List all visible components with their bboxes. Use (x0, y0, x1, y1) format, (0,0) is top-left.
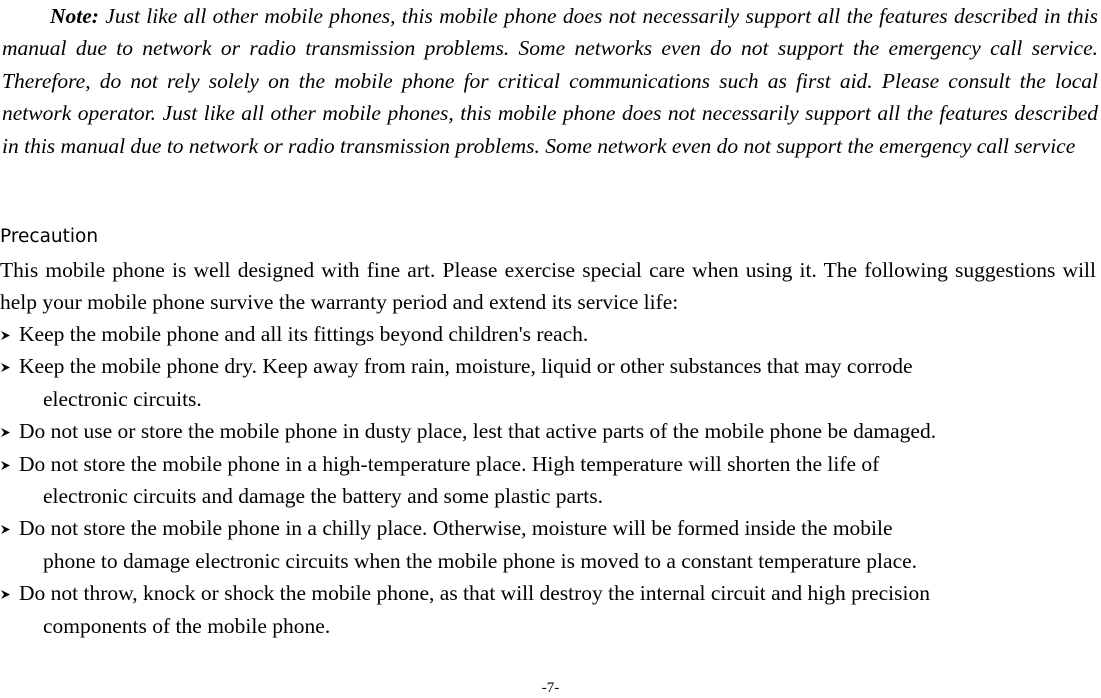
list-item-text: Do not throw, knock or shock the mobile phone, as that will destroy the internal circuit and high precision (19, 581, 930, 606)
arrow-bullet-icon (0, 330, 12, 341)
list-item (0, 415, 1096, 447)
list-item (0, 577, 1096, 642)
list-item (0, 350, 1096, 415)
list-item (0, 512, 1096, 577)
note-paragraph (2, 0, 1098, 162)
arrow-bullet-icon (0, 460, 12, 471)
list-item (0, 448, 1096, 513)
section-title-precaution: Precaution (0, 226, 99, 247)
list-item-text: Do not store the mobile phone in a chilly place. Otherwise, moisture will be formed inside the mobile (19, 516, 893, 541)
list-item-text-continued: phone to damage electronic circuits when the mobile phone is moved to a constant temperature place. (43, 548, 918, 573)
precaution-intro: This mobile phone is well designed with fine art. Please exercise special care when using it. The following suggestions will help your mobile phone survive the warranty period and extend its service life: (0, 258, 1096, 315)
arrow-bullet-icon (0, 362, 12, 373)
arrow-bullet-icon (0, 427, 12, 438)
list-item-text: Keep the mobile phone and all its fittings beyond children's reach. (19, 322, 589, 346)
list-item-text-continued: electronic circuits and damage the battery and some plastic parts. (43, 484, 603, 509)
list-item-text-continued: components of the mobile phone. (43, 613, 331, 638)
arrow-bullet-icon (0, 524, 12, 535)
list-item (0, 318, 1096, 350)
arrow-bullet-icon (0, 589, 12, 600)
list-item-text: Do not store the mobile phone in a high-temperature place. High temperature will shorten the life of (19, 451, 880, 476)
precaution-list (0, 318, 1096, 642)
note-text: Just like all other mobile phones, this mobile phone does not necessarily support all the features described in this manual due to network or radio transmission problems. Some networks even do not support the emergency call service. Therefore, do not rely solely on the mobile phone for critical communications such as first aid. Please consult the local network operator. Just like all other mobile phones, this mobile phone does not necessarily support all the features described in this manual due to network or radio transmission problems. Some network even do not support the emergency call service (2, 4, 1098, 158)
page-number: -7- (541, 680, 560, 696)
manual-page (2, 0, 1098, 162)
list-item-text-continued: electronic circuits. (43, 386, 202, 411)
note-label: Note: (50, 4, 99, 28)
list-item-text: Keep the mobile phone dry. Keep away from rain, moisture, liquid or other substances that may corrode (19, 354, 913, 379)
list-item-text: Do not use or store the mobile phone in dusty place, lest that active parts of the mobile phone be damaged. (19, 419, 937, 444)
